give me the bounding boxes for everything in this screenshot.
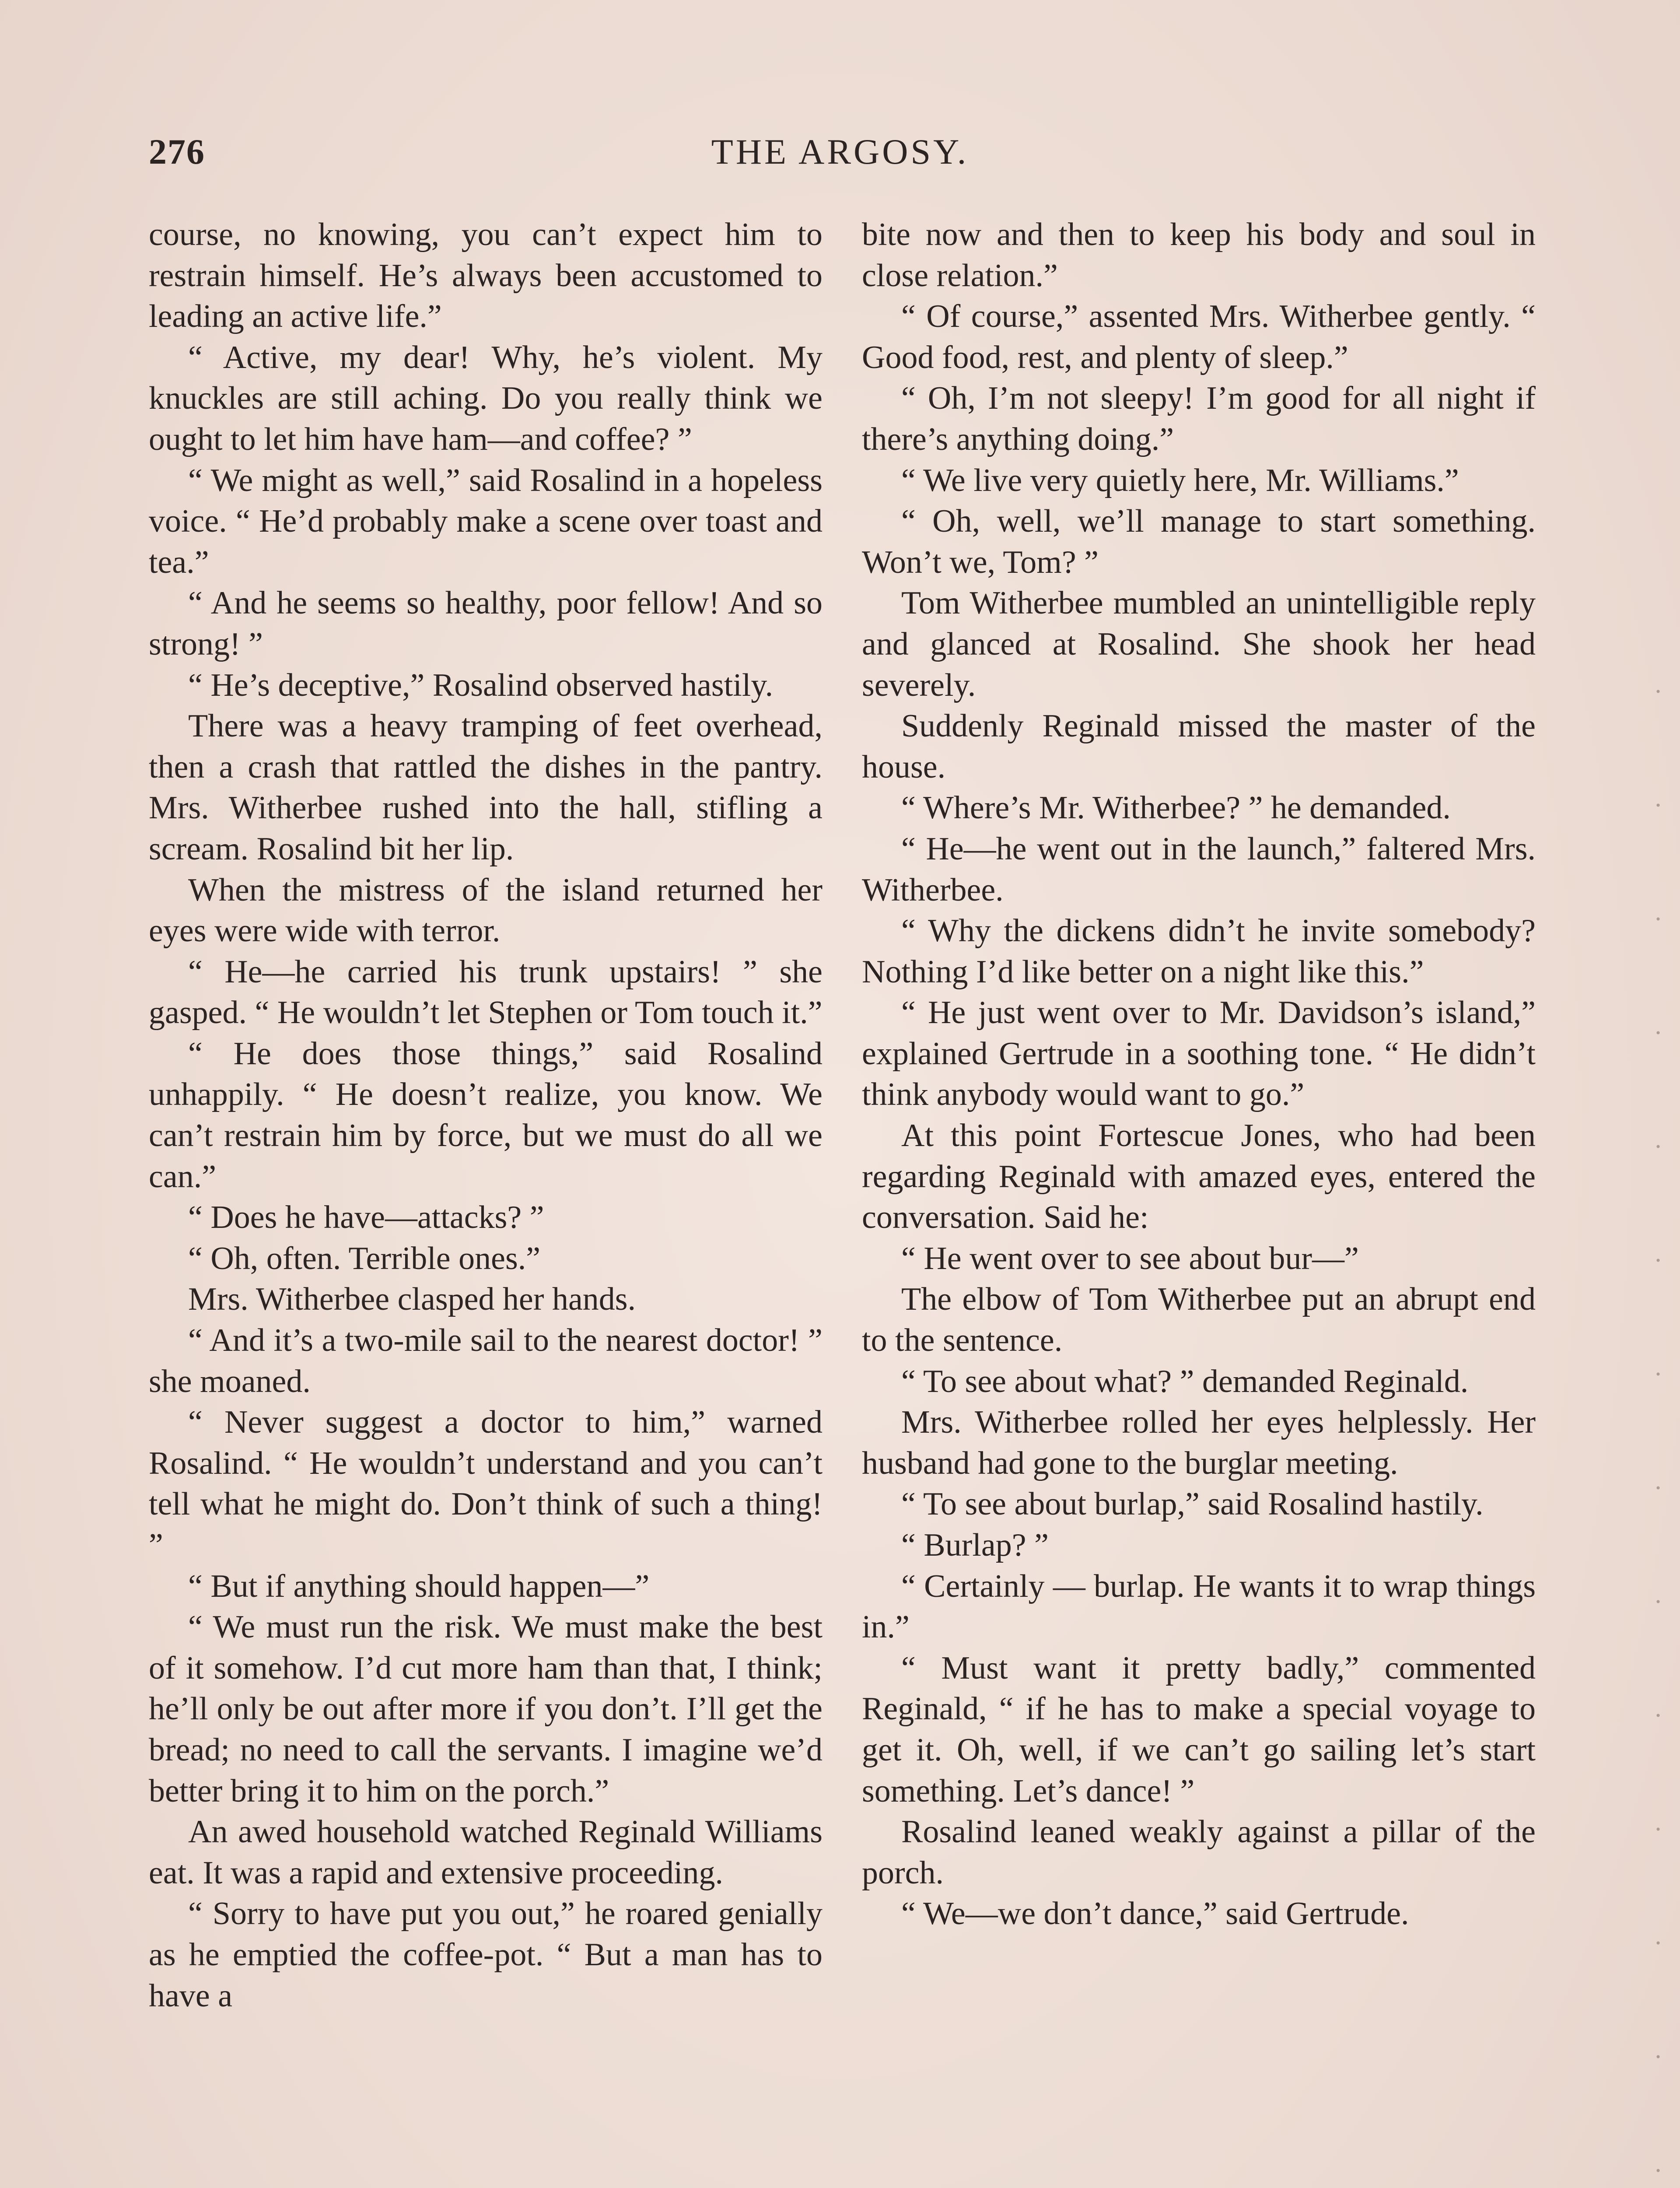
paragraph: Mrs. Witherbee rolled her eyes helplessly. Her husband had gone to the burglar meeting. xyxy=(862,1404,1536,1481)
paragraph: “ And he seems so healthy, poor fellow! And so strong! ” xyxy=(149,585,822,662)
page-number: 276 xyxy=(149,132,205,172)
paragraph: “ To see about what? ” demanded Reginald. xyxy=(901,1363,1469,1399)
right-column xyxy=(862,214,1536,1935)
paragraph: “ We live very quietly here, Mr. Williams.” xyxy=(901,462,1459,498)
paragraph: “ Burlap? ” xyxy=(901,1527,1049,1563)
paragraph: “ He—he carried his trunk upstairs! ” she gasped. “ He wouldn’t let Stephen or Tom touch it.” xyxy=(149,954,822,1031)
paragraph: bite now and then to keep his body and soul in close relation.” xyxy=(862,217,1536,294)
paragraph: “ We must run the risk. We must make the best of it somehow. I’d cut more ham than that, I think; he’ll only be out after more if you don’t. I’ll get the bread; no need to call the servants. I imagine we’d better bring it to him on the porch.” xyxy=(149,1609,822,1809)
paragraph: “ Active, my dear! Why, he’s violent. My knuckles are still aching. Do you really think we ought to let him have ham—and coffee? ” xyxy=(149,339,822,457)
paragraph: Tom Witherbee mumbled an unintelligible reply and glanced at Rosalind. She shook her head severely. xyxy=(862,585,1536,703)
paragraph: “ Must want it pretty badly,” commented Reginald, “ if he has to make a special voyage to get it. Oh, well, if we can’t go sailing let’s start something. Let’s dance! ” xyxy=(862,1650,1536,1809)
paragraph: “ Oh, often. Terrible ones.” xyxy=(188,1240,541,1276)
paragraph: course, no knowing, you can’t expect him to restrain himself. He’s always been accustomed to leading an active life.” xyxy=(149,217,822,335)
paragraph: “ Never suggest a doctor to him,” warned Rosalind. “ He wouldn’t understand and you can’t tell what he might do. Don’t think of such a thing! ” xyxy=(149,1404,822,1563)
page-header xyxy=(149,131,1531,184)
paragraph: “ Where’s Mr. Witherbee? ” he demanded. xyxy=(901,790,1451,826)
paragraph: An awed household watched Reginald Williams eat. It was a rapid and extensive proceeding. xyxy=(149,1814,822,1891)
margin-specks xyxy=(1654,635,1662,2188)
paragraph: “ He does those things,” said Rosalind unhappily. “ He doesn’t realize, you know. We can’t restrain him by force, but we must do all we can.” xyxy=(149,1035,822,1195)
paragraph: “ Sorry to have put you out,” he roared genially as he emptied the coffee-pot. “ But a man has to have a xyxy=(149,1896,822,2014)
paragraph: “ We—we don’t dance,” said Gertrude. xyxy=(901,1896,1409,1932)
paragraph: “ He’s deceptive,” Rosalind observed hastily. xyxy=(188,667,774,703)
paragraph: “ We might as well,” said Rosalind in a hopeless voice. “ He’d probably make a scene over toast and tea.” xyxy=(149,462,822,580)
paragraph: “ He just went over to Mr. Davidson’s island,” explained Gertrude in a soothing tone. “ He didn’t think anybody would want to go.” xyxy=(862,995,1536,1113)
paragraph: The elbow of Tom Witherbee put an abrupt end to the sentence. xyxy=(862,1281,1536,1359)
paragraph: “ Oh, well, we’ll manage to start something. Won’t we, Tom? ” xyxy=(862,503,1536,580)
paragraph: “ He—he went out in the launch,” faltered Mrs. Witherbee. xyxy=(862,831,1536,908)
paragraph: “ Certainly — burlap. He wants it to wrap things in.” xyxy=(862,1568,1536,1645)
paragraph: When the mistress of the island returned her eyes were wide with terror. xyxy=(149,872,822,949)
running-head: THE ARGOSY. xyxy=(711,132,969,172)
paragraph: “ And it’s a two-mile sail to the nearest doctor! ” she moaned. xyxy=(149,1322,822,1399)
left-column xyxy=(149,214,822,2016)
paragraph: “ Why the dickens didn’t he invite somebody? Nothing I’d like better on a night like this.” xyxy=(862,913,1536,990)
paragraph: “ He went over to see about bur—” xyxy=(901,1240,1359,1276)
paragraph: Rosalind leaned weakly against a pillar of the porch. xyxy=(862,1814,1536,1891)
paragraph: “ Of course,” assented Mrs. Witherbee gently. “ Good food, rest, and plenty of sleep.” xyxy=(862,298,1536,375)
paragraph: “ Does he have—attacks? ” xyxy=(188,1199,544,1236)
paragraph: At this point Fortescue Jones, who had been regarding Reginald with amazed eyes, entered the conversation. Said he: xyxy=(862,1118,1536,1236)
paragraph: Suddenly Reginald missed the master of the house. xyxy=(862,708,1536,785)
paragraph: “ But if anything should happen—” xyxy=(188,1568,650,1604)
paragraph: “ Oh, I’m not sleepy! I’m good for all night if there’s anything doing.” xyxy=(862,380,1536,457)
paragraph: “ To see about burlap,” said Rosalind hastily. xyxy=(901,1486,1484,1522)
paragraph: There was a heavy tramping of feet overhead, then a crash that rattled the dishes in the pantry. Mrs. Witherbee rushed into the hall, stifling a scream. Rosalind bit her lip. xyxy=(149,708,822,867)
paragraph: Mrs. Witherbee clasped her hands. xyxy=(188,1281,636,1318)
